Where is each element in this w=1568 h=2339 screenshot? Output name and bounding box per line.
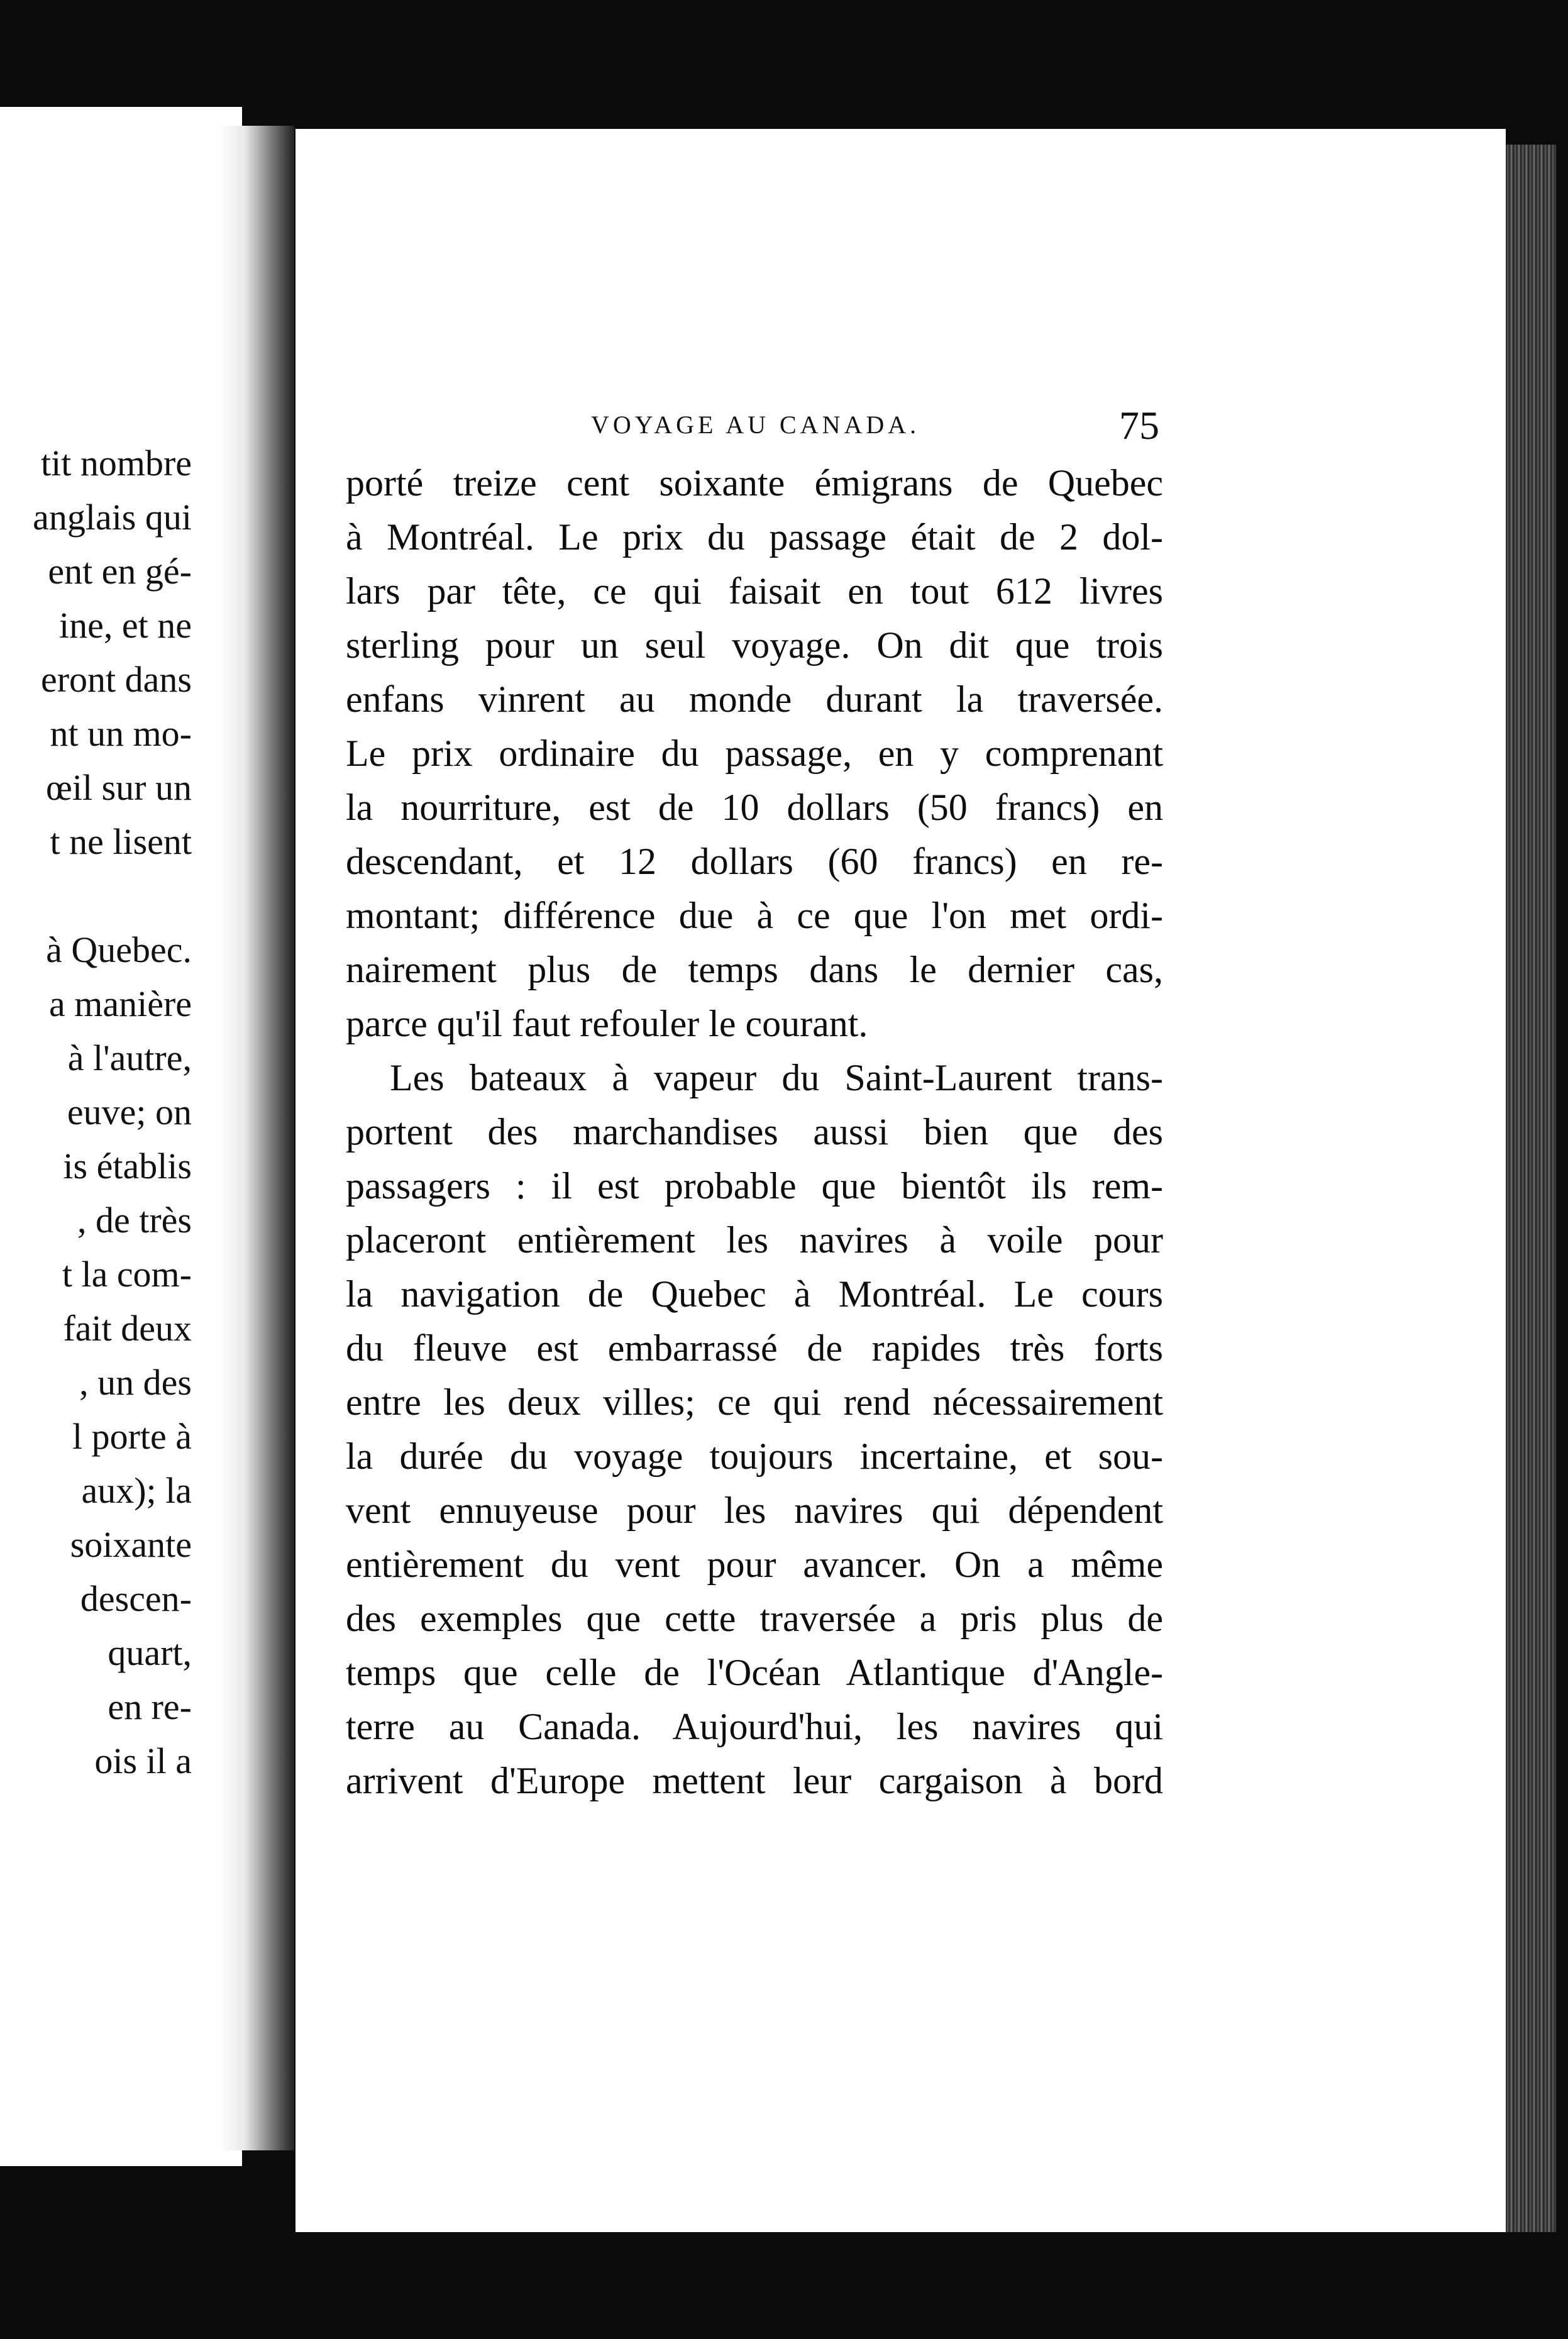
body-text-line: à Montréal. Le prix du passage était de 2 dol- xyxy=(346,516,1163,558)
left-page-line: euve; on xyxy=(67,1092,192,1132)
left-page-line: eront dans xyxy=(41,659,192,700)
left-page-line: fait deux xyxy=(63,1308,192,1349)
left-page-line: is établis xyxy=(63,1146,192,1186)
left-page-line: à l'autre, xyxy=(67,1037,192,1078)
left-page-line: nt un mo- xyxy=(50,713,192,754)
body-text-line: entre les deux villes; ce qui rend nécessairement xyxy=(346,1381,1163,1423)
left-page-line: ois il a xyxy=(94,1740,192,1781)
left-page-line: œil sur un xyxy=(46,767,192,808)
left-page-line: anglais qui xyxy=(33,497,192,538)
body-text-line: vent ennuyeuse pour les navires qui dépendent xyxy=(346,1490,1163,1531)
left-page-line: a manière xyxy=(48,983,192,1024)
left-page-line: à Quebec. xyxy=(46,929,192,970)
body-text-line: enfans vinrent au monde durant la traversée. xyxy=(346,678,1163,720)
body-text-line: parce qu'il faut refouler le courant. xyxy=(346,1003,868,1044)
book-gutter xyxy=(219,126,294,2150)
left-page-line: soixante xyxy=(70,1524,192,1565)
body-text-line: sterling pour un seul voyage. On dit que trois xyxy=(346,624,1163,666)
left-page-line: ine, et ne xyxy=(59,605,192,646)
body-text-line: lars par tête, ce qui faisait en tout 612 livres xyxy=(346,570,1163,612)
body-text-line: terre au Canada. Aujourd'hui, les navires qui xyxy=(346,1706,1163,1747)
body-text-line: arrivent d'Europe mettent leur cargaison à bord xyxy=(346,1760,1163,1801)
left-page-line: , un des xyxy=(79,1362,192,1403)
body-text-line: montant; différence due à ce que l'on met ordi- xyxy=(346,895,1163,936)
body-text-line: portent des marchandises aussi bien que des xyxy=(346,1111,1163,1153)
body-text-line: des exemples que cette traversée a pris plus de xyxy=(346,1598,1163,1639)
body-text-line: la navigation de Quebec à Montréal. Le cours xyxy=(346,1273,1163,1315)
left-page-line: aux); la xyxy=(81,1470,192,1511)
body-text-line: temps que celle de l'Océan Atlantique d'Angle- xyxy=(346,1652,1163,1693)
body-text-line: Les bateaux à vapeur du Saint-Laurent trans- xyxy=(390,1057,1163,1098)
body-text-line: entièrement du vent pour avancer. On a même xyxy=(346,1544,1163,1585)
left-page-line: , de très xyxy=(77,1200,192,1241)
left-page-line: ent en gé- xyxy=(48,551,192,592)
body-text-line: placeront entièrement les navires à voile pour xyxy=(346,1219,1163,1261)
body-text-line: Le prix ordinaire du passage, en y comprenant xyxy=(346,733,1163,774)
body-text-line: passagers : il est probable que bientôt ils rem- xyxy=(346,1165,1163,1207)
body-text-line: nairement plus de temps dans le dernier cas, xyxy=(346,949,1163,990)
body-text-line: la durée du voyage toujours incertaine, et sou- xyxy=(346,1435,1163,1477)
page-number: 75 xyxy=(1119,403,1159,448)
left-page-line: en re- xyxy=(108,1686,192,1727)
left-page-line: quart, xyxy=(108,1632,192,1673)
left-page-line: t la com- xyxy=(62,1254,192,1295)
page-edges xyxy=(1506,145,1556,2232)
body-text-line: descendant, et 12 dollars (60 francs) en re- xyxy=(346,841,1163,882)
running-head: VOYAGE AU CANADA. xyxy=(591,411,920,439)
left-page-line: l porte à xyxy=(72,1416,192,1457)
left-page-line: tit nombre xyxy=(40,443,192,484)
body-text-line: du fleuve est embarrassé de rapides très forts xyxy=(346,1327,1163,1369)
left-page-line: t ne lisent xyxy=(50,821,192,862)
left-page-line: descen- xyxy=(80,1578,192,1619)
left-facing-page xyxy=(0,107,242,2166)
body-text-line: porté treize cent soixante émigrans de Quebec xyxy=(346,462,1163,504)
body-text-line: la nourriture, est de 10 dollars (50 francs) en xyxy=(346,787,1163,828)
